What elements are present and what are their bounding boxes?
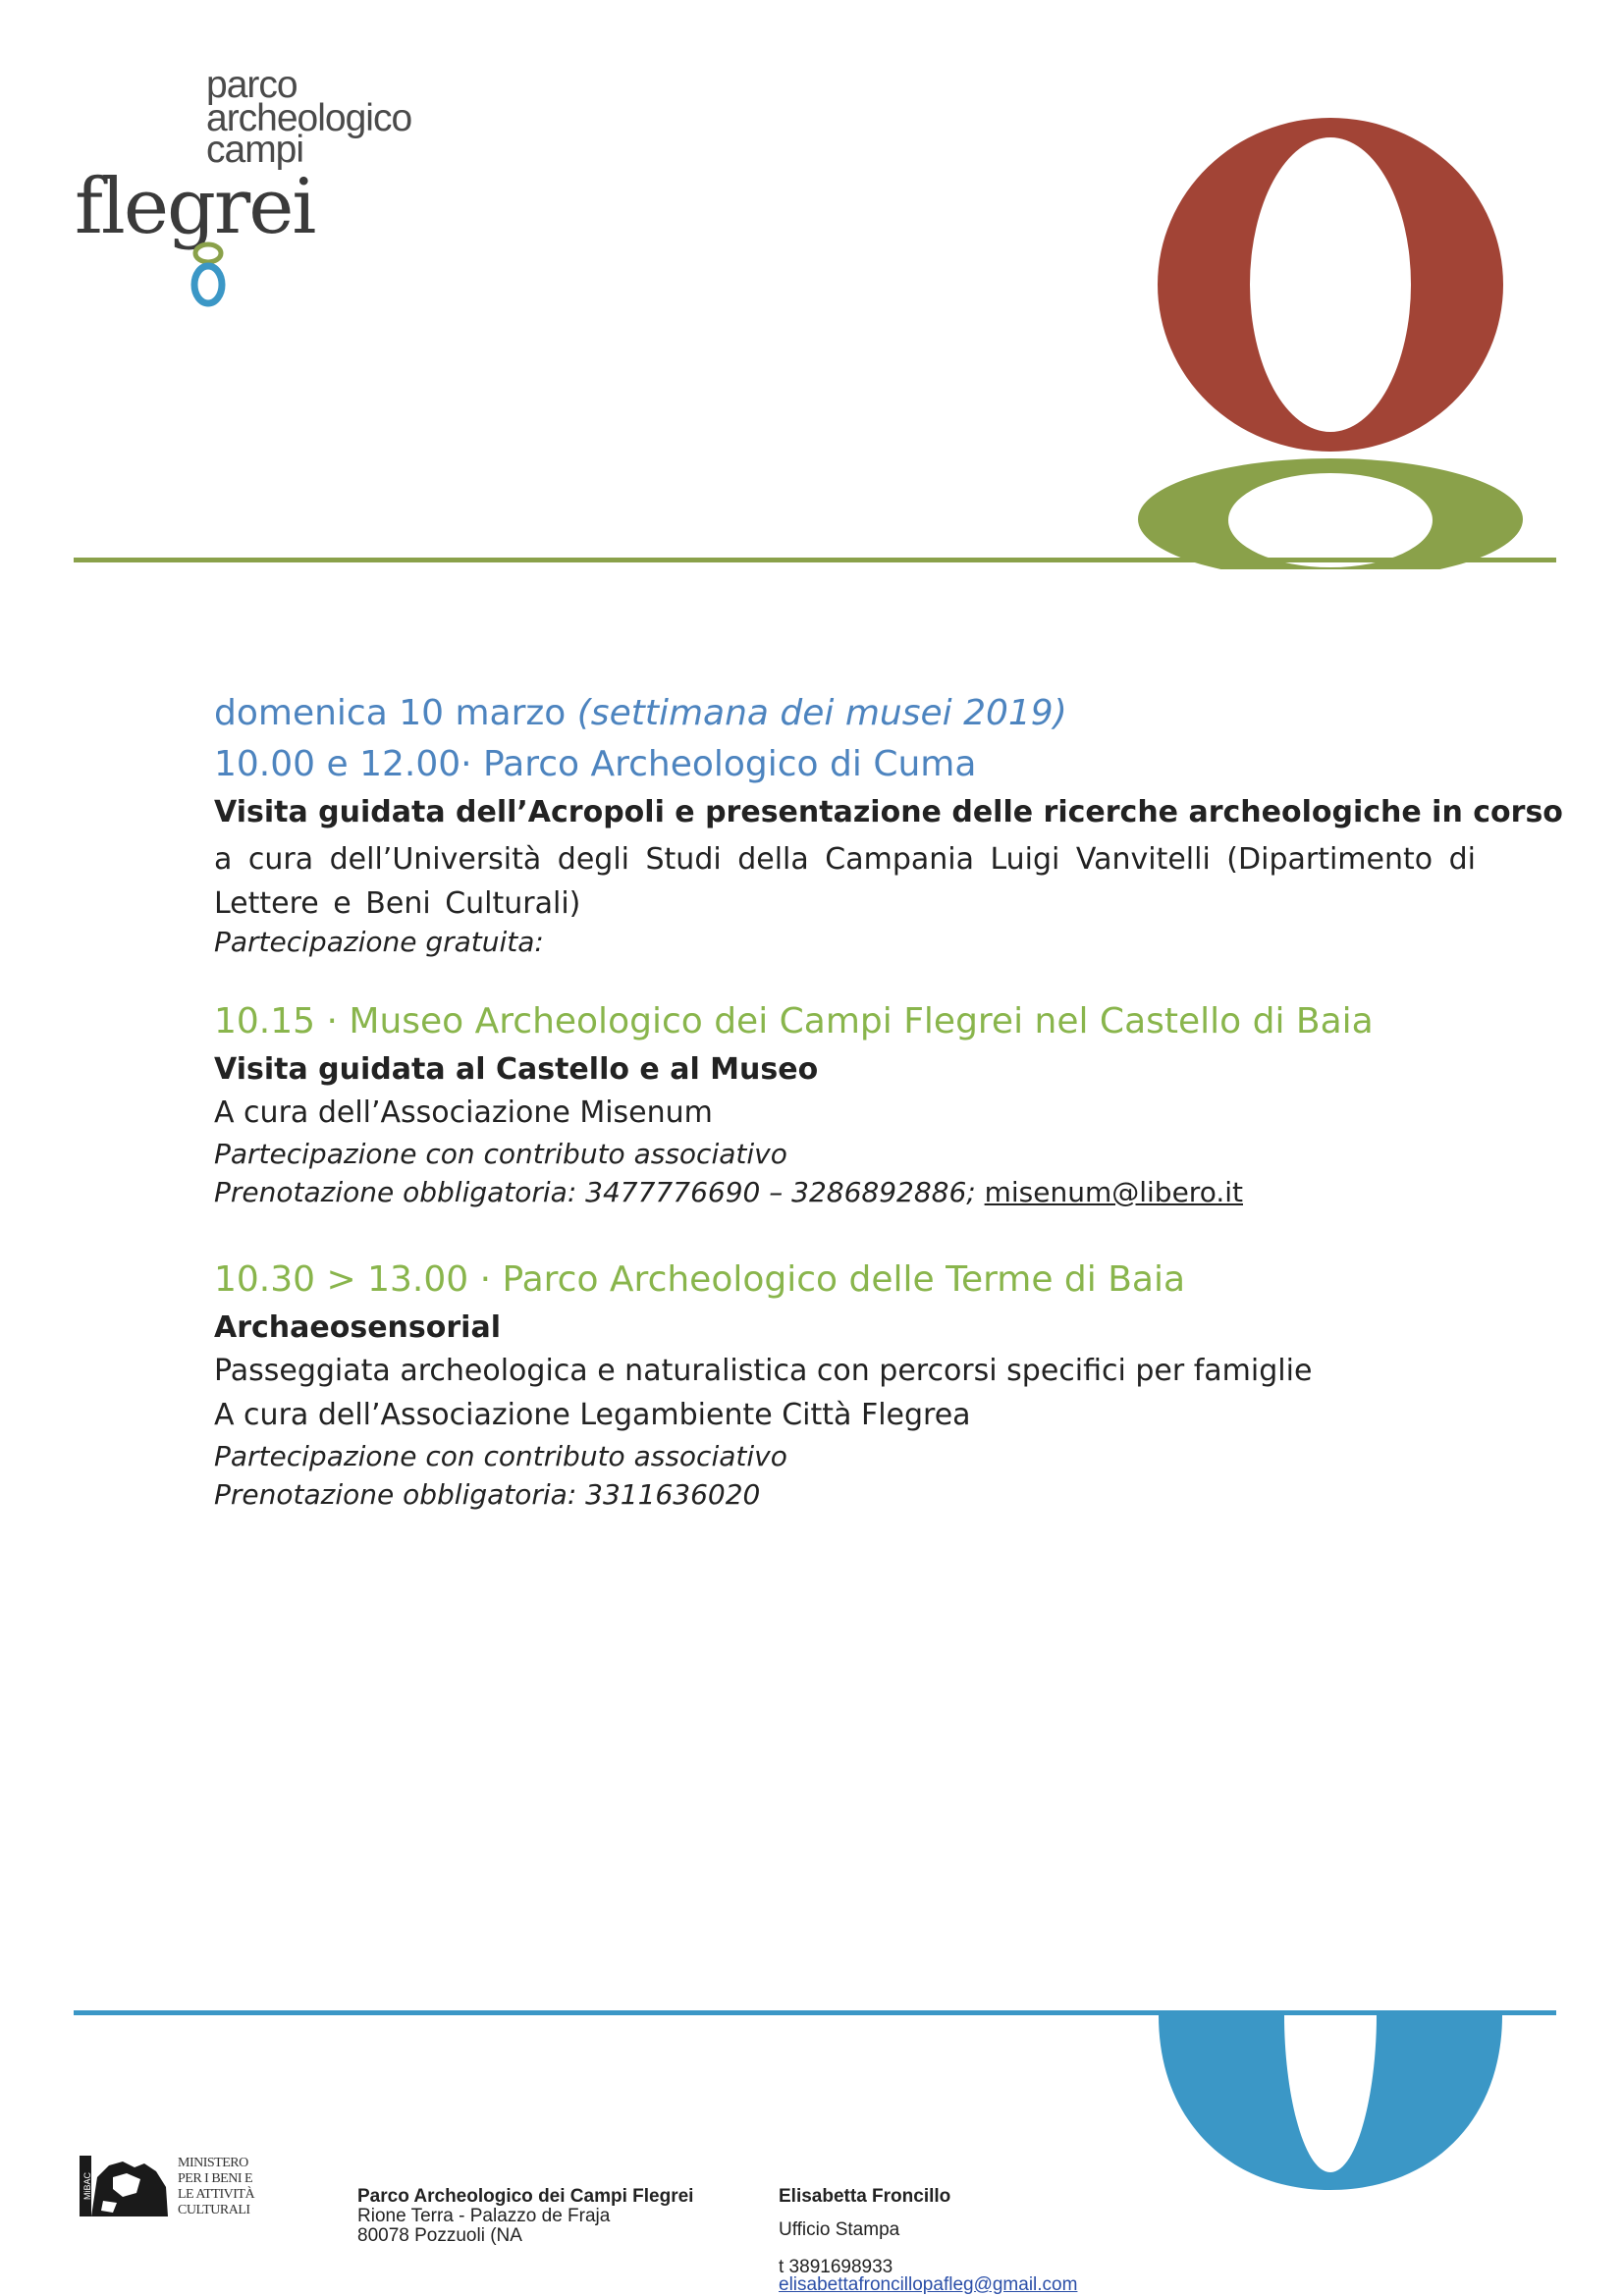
footer-o-icon <box>1149 2015 1512 2212</box>
footer-contact-role: Ufficio Stampa <box>779 2219 900 2240</box>
header-divider <box>74 558 1556 562</box>
park-logo <box>69 64 481 334</box>
footer-contact-email[interactable]: elisabettafroncillopafleg@gmail.com <box>779 2274 1078 2295</box>
footer-contact-phone: t 3891698933 <box>779 2257 893 2277</box>
ministry-text-2: PER I BENI E <box>178 2171 253 2186</box>
event-2-booking-email[interactable]: misenum@libero.it <box>984 1176 1243 1208</box>
ministry-logo <box>83 2156 270 2224</box>
footer-park-name: Parco Archeologico dei Campi Flegrei <box>357 2186 694 2207</box>
logo-word-archeologico: archeologico <box>206 97 412 139</box>
event-2-organizer: A cura dell’Associazione Misenum <box>214 1095 713 1130</box>
program-date-text: domenica 10 marzo <box>214 693 567 733</box>
logo-word-flegrei: flegrei <box>75 163 315 251</box>
logo-word-campi: campi <box>206 129 304 171</box>
event-3-organizer: A cura dell’Associazione Legambiente Città Flegrea <box>214 1398 971 1432</box>
event-2-booking <box>214 1173 1243 1212</box>
event-1-organizer: a cura dell’Università degli Studi della Campania Luigi Vanvitelli (Dipartimento di Lettere e Beni Culturali) <box>214 842 1476 921</box>
ministry-text-3: LE ATTIVITÀ <box>178 2187 255 2202</box>
logo-large-o-icon <box>1119 108 1542 569</box>
event-3-title: Archaeosensorial <box>214 1310 501 1345</box>
ministry-acronym: MiBAC <box>82 2172 92 2201</box>
footer-park-address-2: 80078 Pozzuoli (NA <box>357 2225 522 2246</box>
footer-park-address-1: Rione Terra - Palazzo de Fraja <box>357 2206 611 2226</box>
program-date-note: (settimana dei musei 2019) <box>576 693 1067 733</box>
event-2-heading: 10.15 · Museo Archeologico dei Campi Flegrei nel Castello di Baia <box>214 1001 1374 1041</box>
event-2-title: Visita guidata al Castello e al Museo <box>214 1052 819 1087</box>
event-3-participation: Partecipazione con contributo associativo <box>214 1440 787 1472</box>
ministry-text-4: CULTURALI <box>178 2203 250 2217</box>
event-2-participation: Partecipazione con contributo associativo <box>214 1138 787 1170</box>
logo-small-o-icon <box>179 241 238 310</box>
event-2-booking-text: Prenotazione obbligatoria: 3477776690 – 3286892886; <box>214 1176 985 1208</box>
logo-word-parco: parco <box>206 64 298 106</box>
event-1-title: Visita guidata dell’Acropoli e presentazione delle ricerche archeologiche in corso <box>214 795 1563 829</box>
footer-contact-name: Elisabetta Froncillo <box>779 2186 951 2207</box>
ministry-text-1: MINISTERO <box>178 2156 248 2170</box>
event-3-description: Passeggiata archeologica e naturalistica con percorsi specifici per famiglie <box>214 1354 1313 1388</box>
event-3-heading: 10.30 > 13.00 · Parco Archeologico delle Terme di Baia <box>214 1259 1186 1300</box>
event-1-heading: 10.00 e 12.00· Parco Archeologico di Cuma <box>214 744 977 784</box>
program-date <box>214 691 1067 736</box>
ministry-emblem-icon <box>83 2158 172 2218</box>
event-3-booking: Prenotazione obbligatoria: 3311636020 <box>214 1478 761 1511</box>
event-1-participation: Partecipazione gratuita: <box>214 926 544 958</box>
